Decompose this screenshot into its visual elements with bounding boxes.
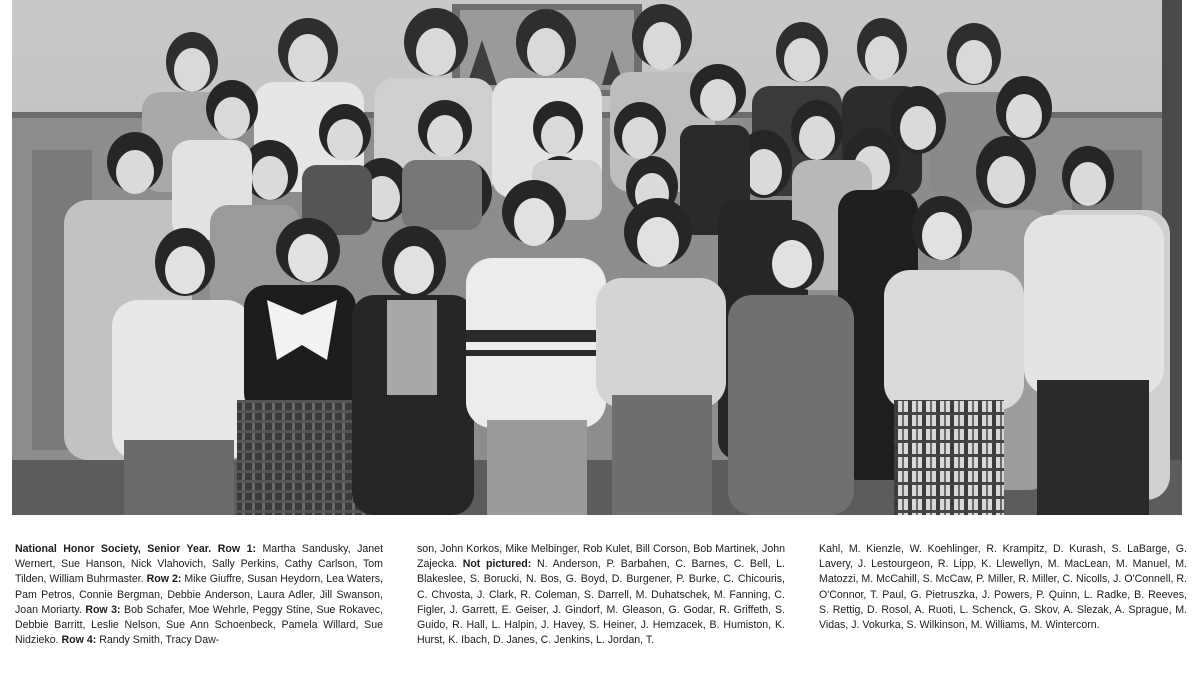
not-pictured-label: Not pictured: xyxy=(462,558,537,571)
row-2-label: Row 2: xyxy=(146,573,185,586)
row-4-label: Row 4: xyxy=(61,634,100,647)
row-3-names: Bob Schafer, Moe Wehrle, Peggy Stine, Sue Rokavec, Debbie Barritt, Leslie Nelson, Sue Ann Schoenbeck, Pamela Willard, Sue Nidzieko. xyxy=(15,603,383,647)
not-pictured-names: N. Anderson, P. Barbahen, C. Barnes, C. Bell, L. Blakeslee, S. Borucki, N. Bos, G. Boyd, D. Burgener, P. Burke, C. Chicouris, C. Chvosta, J. Clark, R. Coleman, S. Darrell, M. Duhatschek, M. Fanning, C. Figler, J. Garrett, E. Geiser, J. Gindorf, M. Gleason, G. Godar, R. Griffeth, S. Guido, R. Hall, L. Halpin, J. Havey, S. Heiner, J. Hemzacek, B. Humiston, K. Hurst, K. Ibach, D. Janes, C. Jenkins, L. Jordan, T. xyxy=(417,558,786,647)
caption-title: National Honor Society, Senior Year. xyxy=(15,543,218,555)
caption-column-2 xyxy=(417,542,785,667)
row-4-names-start: Randy Smith, Tracy Daw- xyxy=(99,634,220,647)
row-3-label: Row 3: xyxy=(85,603,125,616)
row-4-names-end: son, John Korkos, Mike Melbinger, Rob Kulet, Bill Corson, Bob Martinek, John Zajecka. xyxy=(417,543,785,571)
not-pictured-names-continued: Kahl, M. Kienzle, W. Koehlinger, R. Krampitz, D. Kurash, S. LaBarge, G. Lavery, J. Lestourgeon, R. Lipp, K. Llewellyn, M. MacLean, M. Manuel, M. Matozzi, M. McCahill, S. McCaw, P. Miller, R. Miller, C. Nicolls, J. O'Connell, R. O'Connor, T. Paul, G. Pietruszka, J. Powers, P. Quinn, L. Radke, B. Reeves, S. Rettig, D. Rosol, A. Ruoti, L. Schenck, G. Skov, A. Slezak, A. Sprague, M. Vidas, J. Vokurka, S. Wilkinson, M. Williams, M. Wintercorn. xyxy=(819,543,1187,632)
caption xyxy=(15,542,1187,667)
caption-column-1 xyxy=(15,542,383,667)
group-photo xyxy=(12,0,1182,515)
row-2-names: Mike Giuffre, Susan Heydorn, Lea Waters, Pam Petros, Connie Bergman, Debbie Anderson, Laura Adler, Jill Swanson, Joan Moriarty. xyxy=(15,573,383,616)
caption-column-3 xyxy=(819,542,1187,667)
row-1-label: Row 1: xyxy=(217,543,263,555)
row-1-names: Martha Sandusky, Janet Wernert, Sue Hanson, Nick Vlahovich, Sally Perkins, Cathy Carlson, Tom Tilden, William Buhrmaster. xyxy=(15,543,384,586)
